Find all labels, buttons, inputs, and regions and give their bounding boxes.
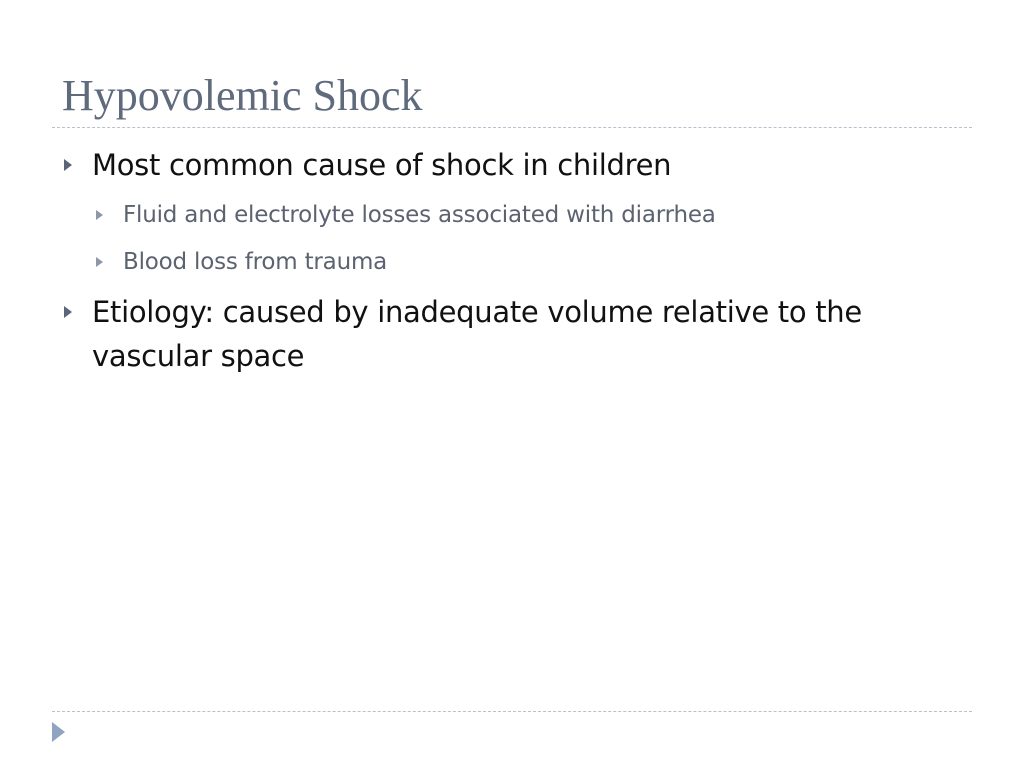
sub-bullet-arrow-icon [96,210,103,220]
bullet-arrow-icon [64,306,72,318]
slide-title: Hypovolemic Shock [62,71,423,120]
footer-divider [52,711,972,712]
bullet-text-line-1: Etiology: caused by inadequate volume relative to the [92,295,862,329]
sub-bullet-arrow-icon [96,257,103,267]
next-slide-arrow-icon[interactable] [52,722,65,742]
bullet-text: Most common cause of shock in children [92,148,672,182]
sub-bullet-text: Fluid and electrolyte losses associated with diarrhea [123,202,716,228]
bullet-text-line-2: vascular space [92,339,305,373]
sub-bullet-text: Blood loss from trauma [123,249,388,275]
bullet-arrow-icon [64,159,72,171]
